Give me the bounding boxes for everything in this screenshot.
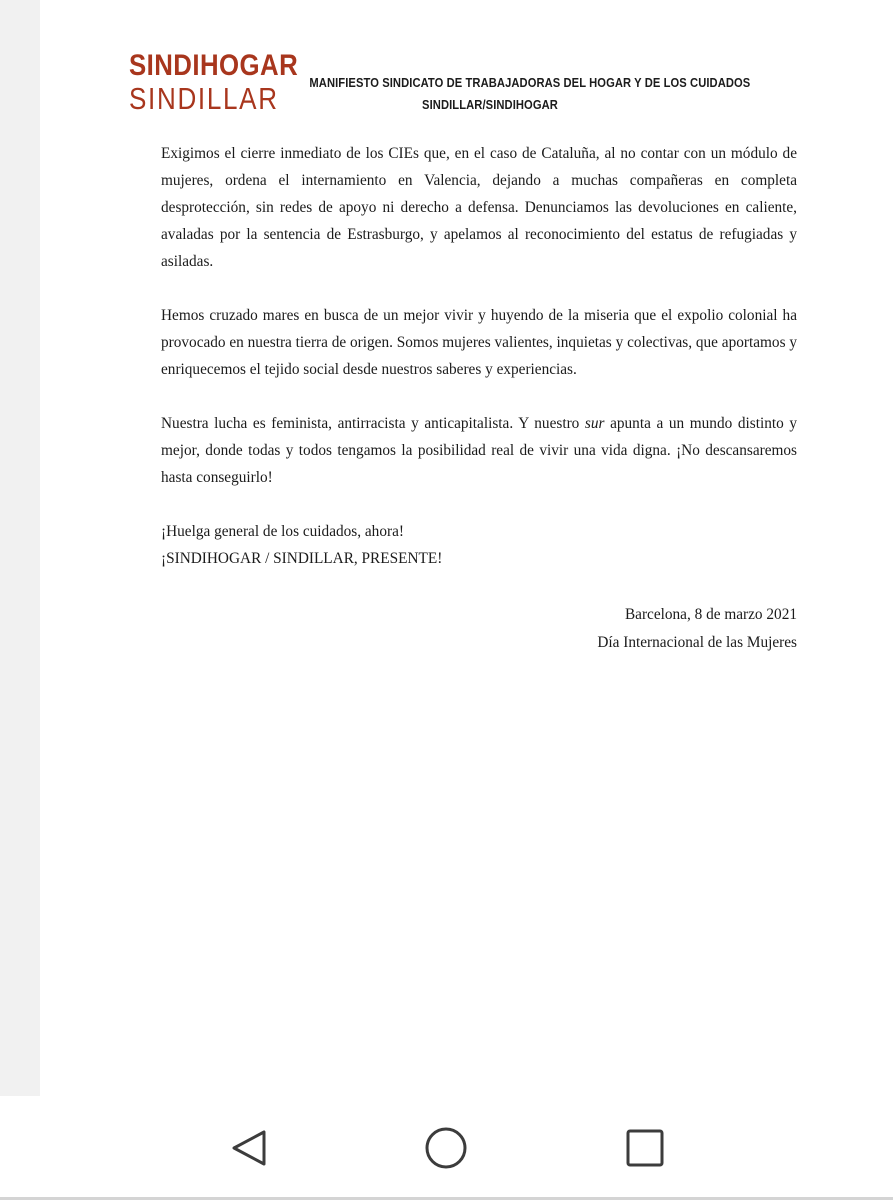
slogan-huelga: ¡Huelga general de los cuidados, ahora! bbox=[161, 523, 404, 540]
header-title-line-1: MANIFIESTO SINDICATO DE TRABAJADORAS DEL HOGAR Y DE LOS CUIDADOS bbox=[309, 75, 751, 90]
paragraph-lucha-end: apunta a un mundo distinto y mejor, donde todas y todos tengamos la posibilidad real de vivir una vida digna. ¡No descansaremos hasta conseguirlo! bbox=[161, 415, 797, 486]
document-page bbox=[40, 0, 893, 1096]
manifesto-body bbox=[161, 140, 797, 572]
recent-apps-square-icon bbox=[622, 1125, 668, 1171]
viewer-left-margin bbox=[0, 0, 40, 1096]
logo-line-1: SINDIHOGAR bbox=[129, 49, 299, 82]
paragraph-lucha-italic: sur bbox=[584, 415, 605, 432]
paragraph-cies: Exigimos el cierre inmediato de los CIEs que, en el caso de Cataluña, al no contar con un módulo de mujeres, ordena el internamiento en Valencia, dejando a muchas compañeras en completa desprotección, sin redes de apoyo ni derecho a defensa. Denunciamos las devoluciones en caliente, avaladas por la sentencia de Estrasburgo, y apelamos al reconocimiento del estatus de refugiadas y asiladas. bbox=[161, 145, 797, 270]
signoff-occasion: Día Internacional de las Mujeres bbox=[597, 634, 797, 651]
back-triangle-icon bbox=[226, 1125, 272, 1171]
logo-line-2: SINDILLAR bbox=[129, 81, 279, 116]
home-button[interactable] bbox=[423, 1125, 469, 1171]
signoff-place-date: Barcelona, 8 de marzo 2021 bbox=[624, 606, 797, 623]
back-button[interactable] bbox=[226, 1125, 272, 1171]
paragraph-mares: Hemos cruzado mares en busca de un mejor vivir y huyendo de la miseria que el expolio colonial ha provocado en nuestra tierra de origen. Somos mujeres valientes, inquietas y colectivas, que aportamos y enriquecemos el tejido social desde nuestros saberes y experiencias. bbox=[161, 307, 797, 378]
header-title-line-2: SINDILLAR/SINDIHOGAR bbox=[422, 97, 558, 112]
home-circle-icon bbox=[423, 1125, 469, 1171]
paragraph-lucha-start: Nuestra lucha es feminista, antirracista y anticapitalista. Y nuestro bbox=[161, 415, 585, 432]
signoff bbox=[597, 601, 797, 657]
slogans bbox=[161, 518, 797, 572]
paragraph-lucha bbox=[161, 410, 797, 491]
document-header bbox=[280, 72, 751, 116]
sindihogar-logo bbox=[129, 49, 299, 116]
recent-apps-button[interactable] bbox=[622, 1125, 668, 1171]
slogan-presente: ¡SINDIHOGAR / SINDILLAR, PRESENTE! bbox=[161, 550, 443, 567]
